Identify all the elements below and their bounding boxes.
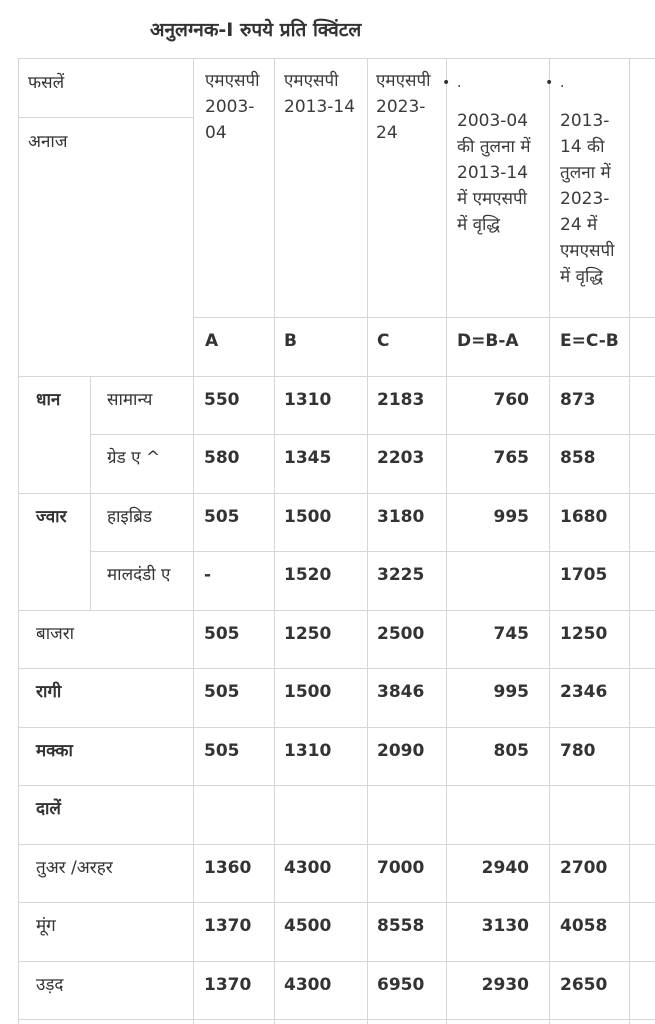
section-label-pulses: दालें [36,799,61,819]
table-divider [18,1019,655,1020]
row-name: मालदंडी ए [107,565,171,585]
cell-b: 1500 [284,682,332,702]
cell-c: 8558 [377,916,425,936]
cell-e: 1250 [560,624,608,644]
dot-mark: . [560,75,565,91]
header-grains: अनाज [28,132,68,152]
cell-d: 765 [493,448,529,468]
cell-a: 505 [204,682,240,702]
table-divider [18,961,655,962]
cell-a: 505 [204,507,240,527]
cell-e: 780 [560,741,596,761]
cell-c: 6950 [377,975,425,995]
cell-b: 1520 [284,565,332,585]
table-divider [446,58,447,1024]
table-divider [18,376,655,377]
table-divider [18,117,194,118]
dot-mark: . [457,75,462,91]
cell-a: 580 [204,448,240,468]
cell-e: 1680 [560,507,608,527]
cell-e: 1705 [560,565,608,585]
row-name: रागी [36,682,62,702]
cell-a: 505 [204,624,240,644]
column-letter-c: C [377,331,390,351]
column-letter-d: D=B-A [457,331,519,351]
group-label-paddy: धान [36,390,61,410]
table-divider [18,493,655,494]
bullet-mark: • [545,75,554,91]
header-increase-e: 2013- 14 की तुलना में 2023- 24 में एमएसपी में वृद्धि [560,111,615,287]
table-divider [18,610,655,611]
row-name: बाजरा [36,624,75,644]
table-divider [18,668,655,669]
cell-b: 4300 [284,975,332,995]
table-divider [629,58,630,1024]
cell-d: 760 [493,390,529,410]
cell-a: 505 [204,741,240,761]
column-letter-a: A [205,331,219,351]
header-crops: फसलें [28,73,65,93]
cell-a: 1370 [204,916,252,936]
cell-b: 1310 [284,741,332,761]
header-msp-2003: एमएसपी 2003- 04 [205,71,260,143]
cell-a: - [204,565,212,585]
cell-e: 4058 [560,916,608,936]
cell-b: 1250 [284,624,332,644]
table-divider [274,58,275,1024]
row-name: मूंग [36,916,56,936]
column-letter-e: E=C-B [560,331,619,351]
cell-e: 2650 [560,975,608,995]
cell-b: 4500 [284,916,332,936]
header-increase-d: 2003-04 की तुलना में 2013-14 में एमएसपी में वृद्धि [457,111,531,235]
cell-c: 2500 [377,624,425,644]
cell-b: 1310 [284,390,332,410]
table-border [18,58,19,1024]
cell-c: 2090 [377,741,425,761]
row-name: हाइब्रिड [107,507,152,527]
table-divider [549,58,550,1024]
cell-c: 2183 [377,390,425,410]
column-letter-b: B [284,331,297,351]
cell-e: 858 [560,448,596,468]
page-title: अनुलग्नक-I रुपये प्रति क्विंटल [150,19,362,41]
cell-d: 745 [493,624,529,644]
table-divider [90,551,655,552]
cell-d: 805 [493,741,529,761]
cell-b: 1345 [284,448,332,468]
table-divider [18,785,655,786]
cell-e: 2700 [560,858,608,878]
table-divider [18,844,655,845]
table-divider [18,727,655,728]
cell-e: 873 [560,390,596,410]
row-name: तुअर /अरहर [36,858,113,878]
cell-d: 995 [493,682,529,702]
cell-d: 3130 [481,916,529,936]
table-divider [90,434,655,435]
cell-c: 3846 [377,682,425,702]
table-divider [367,58,368,1024]
cell-c: 7000 [377,858,425,878]
cell-c: 3180 [377,507,425,527]
table-border [18,58,655,59]
cell-e: 2346 [560,682,608,702]
cell-b: 4300 [284,858,332,878]
bullet-mark: • [442,75,451,91]
header-msp-2013: एमएसपी 2013-14 [284,71,356,117]
cell-a: 1370 [204,975,252,995]
group-label-jowar: ज्वार [36,507,67,527]
row-name: मक्का [36,741,73,761]
cell-d: 2940 [481,858,529,878]
cell-d: 995 [493,507,529,527]
cell-c: 3225 [377,565,425,585]
row-name: उड़द [36,975,64,995]
row-name: ग्रेड ए ^ [107,448,161,468]
table-divider [193,317,655,318]
header-msp-2023: एमएसपी 2023- 24 [376,71,431,143]
table-divider [18,902,655,903]
row-name: सामान्य [107,390,153,410]
cell-d: 2930 [481,975,529,995]
cell-a: 1360 [204,858,252,878]
cell-a: 550 [204,390,240,410]
table-divider [193,58,194,1024]
cell-c: 2203 [377,448,425,468]
cell-b: 1500 [284,507,332,527]
